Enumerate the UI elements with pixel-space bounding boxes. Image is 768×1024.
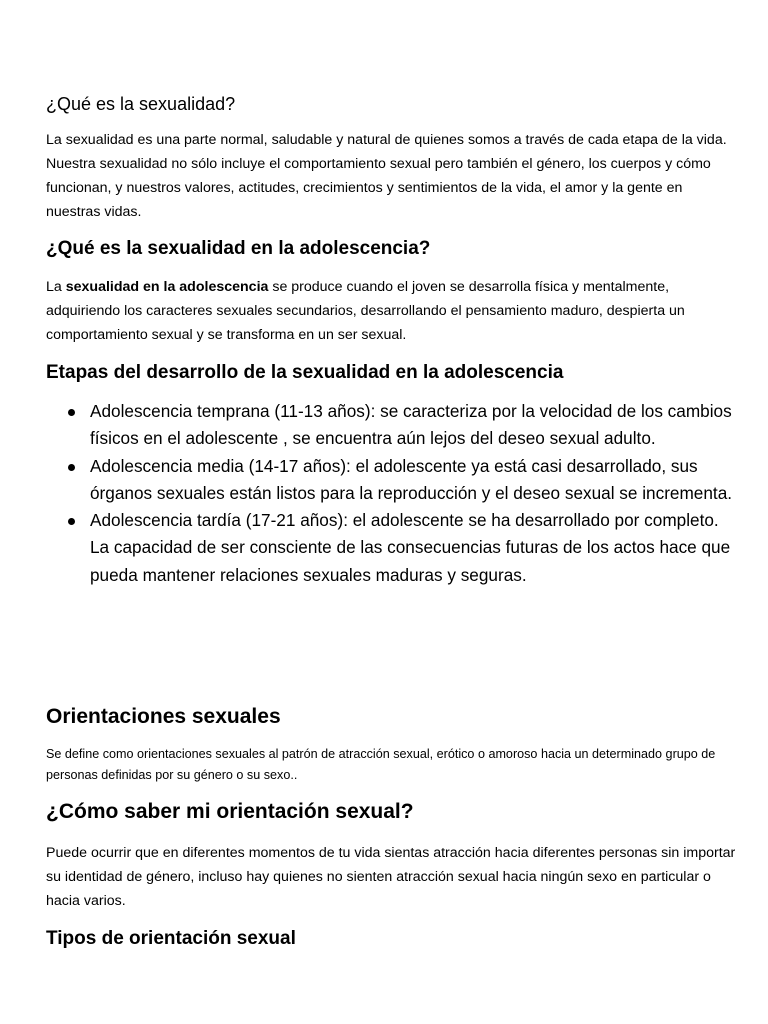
heading-stages: Etapas del desarrollo de la sexualidad en la adolescencia: [46, 362, 564, 383]
bullet-icon: [68, 464, 75, 471]
list-item: [46, 453, 736, 508]
bold-term: sexualidad en la adolescencia: [65, 279, 269, 295]
heading-sexuality-adolescence: ¿Qué es la sexualidad en la adolescencia?: [46, 238, 431, 259]
paragraph-orientations: Se define como orientaciones sexuales al patrón de atracción sexual, erótico o amoroso hacia un determinado grupo de personas definidas por su género o su sexo..: [46, 747, 716, 782]
paragraph-prefix: La: [46, 279, 66, 295]
stages-list: [46, 398, 736, 589]
heading-how-to-know: ¿Cómo saber mi orientación sexual?: [46, 800, 414, 823]
heading-what-is-sexuality: ¿Qué es la sexualidad?: [46, 94, 236, 114]
list-item-text: Adolescencia temprana (11-13 años): se caracteriza por la velocidad de los cambios físicos en el adolescente , se encuentra aún lejos del deseo sexual adulto.: [90, 401, 732, 449]
bullet-icon: [68, 409, 75, 416]
list-item-text: Adolescencia media (14-17 años): el adolescente ya está casi desarrollado, sus órganos sexuales están listos para la reproducción y el deseo sexual se incrementa.: [90, 455, 733, 503]
paragraph-rest: se produce cuando el joven se desarrolla física y mentalmente, adquiriendo los caracteres sexuales secundarios, desarrollando el pensamiento maduro, despierta un comportamiento sexual y se transforma en un ser sexual.: [46, 279, 685, 343]
list-item-text: Adolescencia tardía (17-21 años): el adolescente se ha desarrollado por completo. La capacidad de ser consciente de las consecuencias futuras de los actos hace que pueda mantener relaciones sexuales maduras y seguras.: [90, 510, 731, 585]
list-item: [46, 507, 736, 589]
paragraph-sexuality-adolescence: [46, 275, 736, 347]
paragraph-what-is-sexuality: La sexualidad es una parte normal, saludable y natural de quienes somos a través de cada etapa de la vida. Nuestra sexualidad no sólo incluye el comportamiento sexual pero también el género, los cuerpos y cómo funcionan, y nuestros valores, actitudes, crecimientos y sentimientos de la vida, el amor y la gente en nuestras vidas.: [46, 132, 727, 220]
paragraph-how-to-know: Puede ocurrir que en diferentes momentos de tu vida sientas atracción hacia diferentes personas sin importar su identidad de género, incluso hay quienes no sienten atracción sexual hacia ningún sexo en particular o hacia varios.: [46, 845, 736, 909]
heading-orientations: Orientaciones sexuales: [46, 705, 281, 728]
list-item: [46, 398, 736, 453]
bullet-icon: [68, 518, 75, 525]
heading-types: Tipos de orientación sexual: [46, 928, 296, 949]
